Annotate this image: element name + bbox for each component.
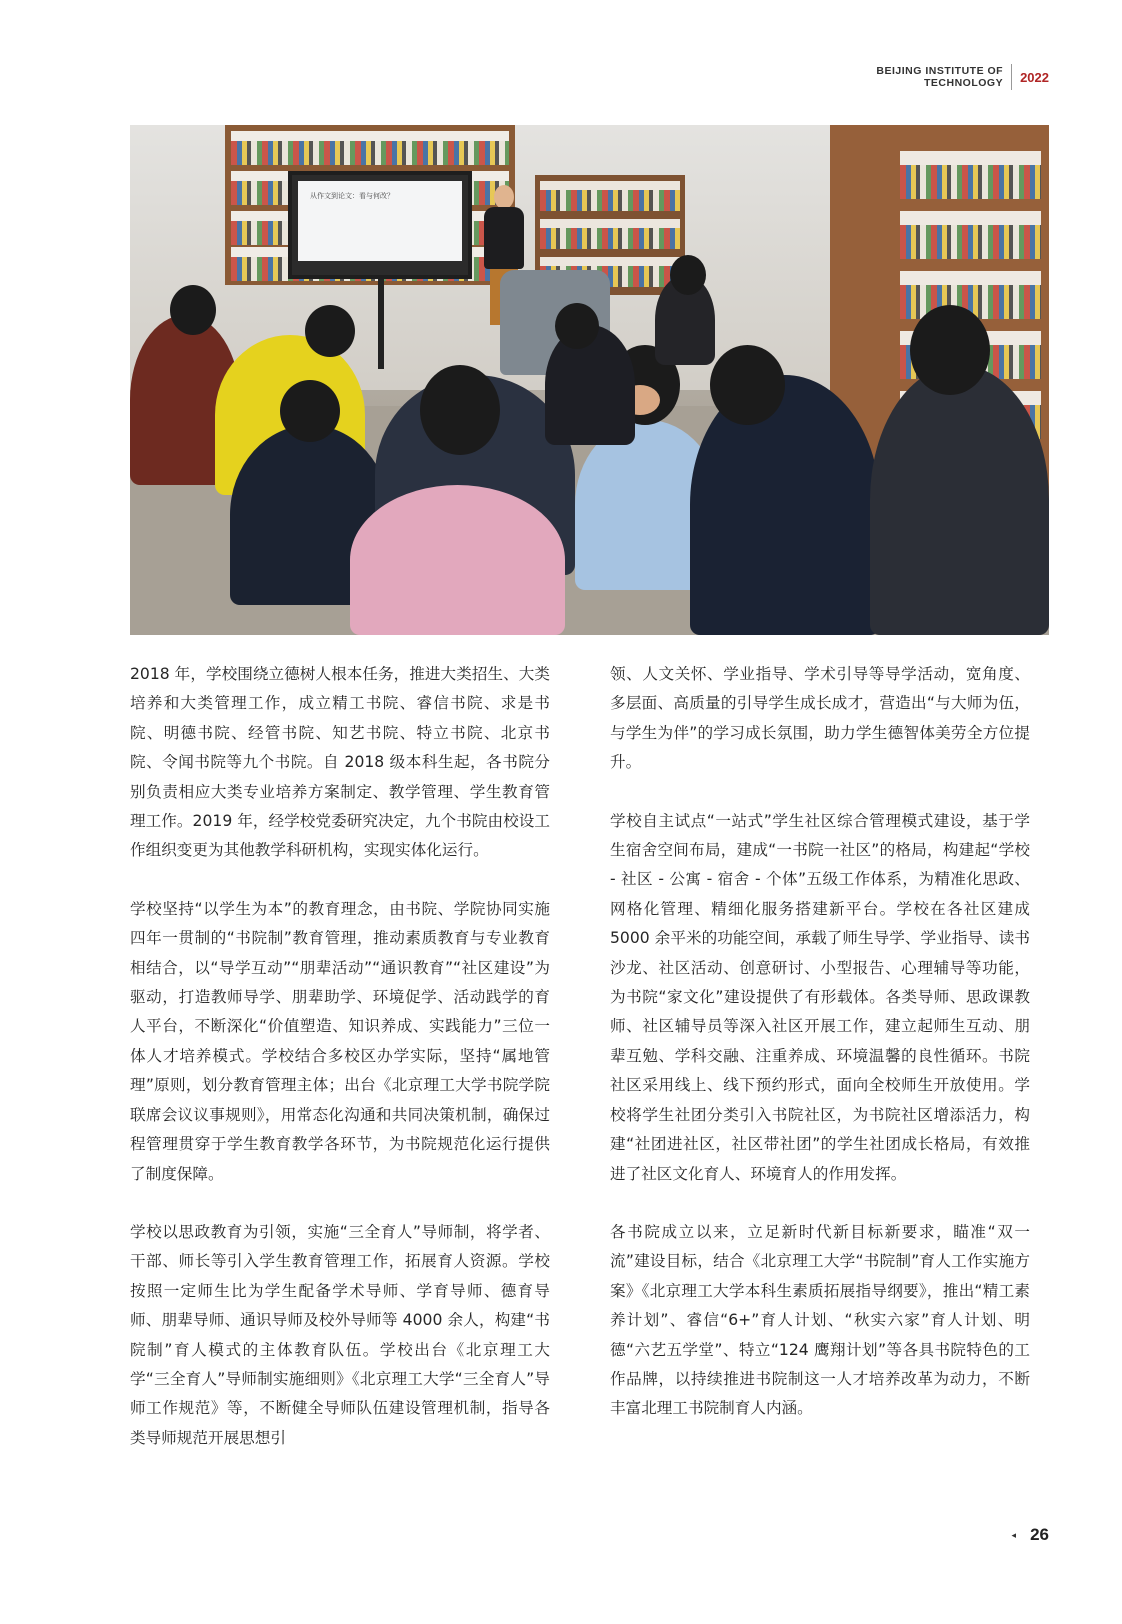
screen-stand	[378, 279, 384, 369]
paragraph: 2018 年，学校围绕立德树人根本任务，推进大类招生、大类培养和大类管理工作，成立精工书院、睿信书院、求是书院、明德书院、经管书院、知艺书院、特立书院、北京书院、令闻书院等九个书院。自 2018 级本科生起，各书院分别负责相应大类专业培养方案制定、教学管理、学生教育管理工作。2019 年，经学校党委研究决定，九个书院由校设工作组织变更为其他教学科研机构，实现实体化运行。	[130, 665, 550, 860]
text-column-left	[130, 660, 550, 1482]
page-marker-icon: ◂	[1011, 1529, 1017, 1540]
page-header	[876, 62, 1049, 92]
paragraph: 领、人文关怀、学业指导、学术引导等导学活动，宽角度、多层面、高质量的引导学生成长成才，营造出“与大师为伍，与学生为伴”的学习成长氛围，助力学生德智体美劳全方位提升。	[610, 665, 1030, 772]
header-year: 2022	[1020, 69, 1049, 85]
institution-line-1: BEIJING INSTITUTE OF	[876, 65, 1004, 77]
paragraph: 各书院成立以来，立足新时代新目标新要求，瞄准“双一流”建设目标，结合《北京理工大学“书院制”育人工作实施方案》《北京理工大学本科生素质拓展指导纲要》，推出“精工素养计划”、睿信“6+”育人计划、“秋实六家”育人计划、明德“六艺五学堂”、特立“124 鹰翔计划”等各具书院特色的工作品牌，以持续推进书院制这一人才培养改革为动力，不断丰富北理工书院制育人内涵。	[610, 1222, 1030, 1418]
presentation-screen	[288, 171, 472, 279]
page-footer	[1012, 1525, 1049, 1545]
page-number: 26	[1030, 1525, 1049, 1544]
text-column-right	[610, 660, 1030, 1453]
paragraph: 学校坚持“以学生为本”的教育理念，由书院、学院协同实施四年一贯制的“书院制”教育管理，推动素质教育与专业教育相结合，以“导学互动”“朋辈活动”“通识教育”“社区建设”为驱动，打造教师导学、朋辈助学、环境促学、活动践学的育人平台，不断深化“价值塑造、知识养成、实践能力”三位一体人才培养模式。学校结合多校区办学实际，坚持“属地管理”原则，划分教育管理主体；出台《北京理工大学书院学院联席会议议事规则》，用常态化沟通和共同决策机制，确保过程管理贯穿于学生教育教学各环节，为书院规范化运行提供了制度保障。	[130, 899, 550, 1183]
screen-text: 从作文到论文：看与何改？	[310, 192, 394, 200]
paragraph: 学校以思政教育为引领，实施“三全育人”导师制，将学者、干部、师长等引入学生教育管理工作，拓展育人资源。学校按照一定师生比为学生配备学术导师、学育导师、德育导师、朋辈导师、通识导师及校外导师等 4000 余人，构建“书院制”育人模式的主体教育队伍。学校出台《北京理工大学“三全育人”导师制实施细则》《北京理工大学“三全育人”导师工作规范》等，不断健全导师队伍建设管理机制，指导各类导师规范开展思想引	[130, 1222, 550, 1447]
institution-line-2: TECHNOLOGY	[923, 77, 1004, 89]
institution-name	[876, 65, 1003, 89]
photo-reading-room-lecture	[130, 125, 1049, 635]
paragraph: 学校自主试点“一站式”学生社区综合管理模式建设，基于学生宿舍空间布局，建成“一书院一社区”的格局，构建起“学校 - 社区 - 公寓 - 宿舍 - 个体”五级工作体系，为精准化思政、网格化管理、精细化服务搭建新平台。学校在各社区建成 5000 余平米的功能空间，承载了师生导学、学业指导、读书沙龙、社区活动、创意研讨、小型报告、心理辅导等功能，为书院“家文化”建设提供了有形载体。各类导师、思政课教师、社区辅导员等深入社区开展工作，建立起师生互动、朋辈互勉、学科交融、注重养成、环境温馨的良性循环。书院社区采用线上、线下预约形式，面向全校师生开放使用。学校将学生社团分类引入书院社区，为书院社区增添活力，构建“社团进社区，社区带社团”的学生社团成长格局，有效推进了社区文化育人、环境育人的作用发挥。	[610, 811, 1030, 1183]
header-divider	[1011, 64, 1012, 90]
